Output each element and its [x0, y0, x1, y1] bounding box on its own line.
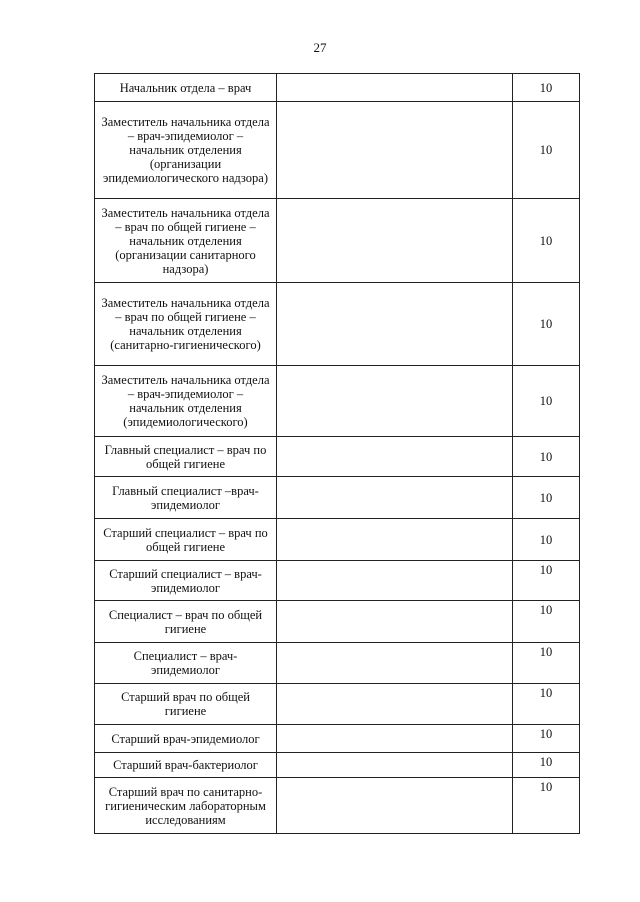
staff-table: [94, 73, 580, 834]
empty-cell: [277, 199, 513, 283]
table-row: [95, 519, 580, 561]
value-cell: 10: [513, 519, 580, 561]
value-cell: 10: [513, 778, 580, 834]
table-row: [95, 437, 580, 477]
table-row: [95, 643, 580, 684]
position-cell: Заместитель начальника отдела – врач по общей гигиене – начальник отделения (организации санитарного надзора): [95, 199, 277, 283]
empty-cell: [277, 561, 513, 601]
table-row: [95, 601, 580, 643]
value-cell: 10: [513, 561, 580, 601]
position-cell: Специалист – врач-эпидемиолог: [95, 643, 277, 684]
value-cell: 10: [513, 102, 580, 199]
table-row: [95, 684, 580, 725]
position-cell: Главный специалист –врач-эпидемиолог: [95, 477, 277, 519]
value-cell: 10: [513, 477, 580, 519]
empty-cell: [277, 643, 513, 684]
value-cell: 10: [513, 437, 580, 477]
empty-cell: [277, 684, 513, 725]
empty-cell: [277, 753, 513, 778]
empty-cell: [277, 725, 513, 753]
position-cell: Старший специалист – врач по общей гигиене: [95, 519, 277, 561]
empty-cell: [277, 778, 513, 834]
position-cell: Старший врач по санитарно-гигиеническим лабораторным исследованиям: [95, 778, 277, 834]
position-cell: Старший врач-эпидемиолог: [95, 725, 277, 753]
position-cell: Специалист – врач по общей гигиене: [95, 601, 277, 643]
empty-cell: [277, 477, 513, 519]
staff-table-body: [95, 74, 580, 834]
table-row: [95, 102, 580, 199]
value-cell: 10: [513, 74, 580, 102]
empty-cell: [277, 437, 513, 477]
table-row: [95, 753, 580, 778]
table-row: [95, 283, 580, 366]
empty-cell: [277, 74, 513, 102]
empty-cell: [277, 366, 513, 437]
position-cell: Заместитель начальника отдела – врач-эпидемиолог – начальник отделения (организации эпидемиологического надзора): [95, 102, 277, 199]
position-cell: Старший врач-бактериолог: [95, 753, 277, 778]
empty-cell: [277, 519, 513, 561]
position-cell: Начальник отдела – врач: [95, 74, 277, 102]
table-row: [95, 199, 580, 283]
position-cell: Заместитель начальника отдела – врач по общей гигиене – начальник отделения (санитарно-гигиенического): [95, 283, 277, 366]
value-cell: 10: [513, 199, 580, 283]
table-row: [95, 725, 580, 753]
position-cell: Главный специалист – врач по общей гигиене: [95, 437, 277, 477]
position-cell: Старший врач по общей гигиене: [95, 684, 277, 725]
position-cell: Заместитель начальника отдела – врач-эпидемиолог – начальник отделения (эпидемиологического): [95, 366, 277, 437]
position-cell: Старший специалист – врач-эпидемиолог: [95, 561, 277, 601]
table-row: [95, 477, 580, 519]
value-cell: 10: [513, 283, 580, 366]
table-row: [95, 561, 580, 601]
value-cell: 10: [513, 643, 580, 684]
empty-cell: [277, 601, 513, 643]
table-row: [95, 74, 580, 102]
value-cell: 10: [513, 725, 580, 753]
empty-cell: [277, 283, 513, 366]
value-cell: 10: [513, 753, 580, 778]
page-number: 27: [313, 40, 327, 55]
table-row: [95, 778, 580, 834]
empty-cell: [277, 102, 513, 199]
table-row: [95, 366, 580, 437]
value-cell: 10: [513, 684, 580, 725]
value-cell: 10: [513, 601, 580, 643]
value-cell: 10: [513, 366, 580, 437]
